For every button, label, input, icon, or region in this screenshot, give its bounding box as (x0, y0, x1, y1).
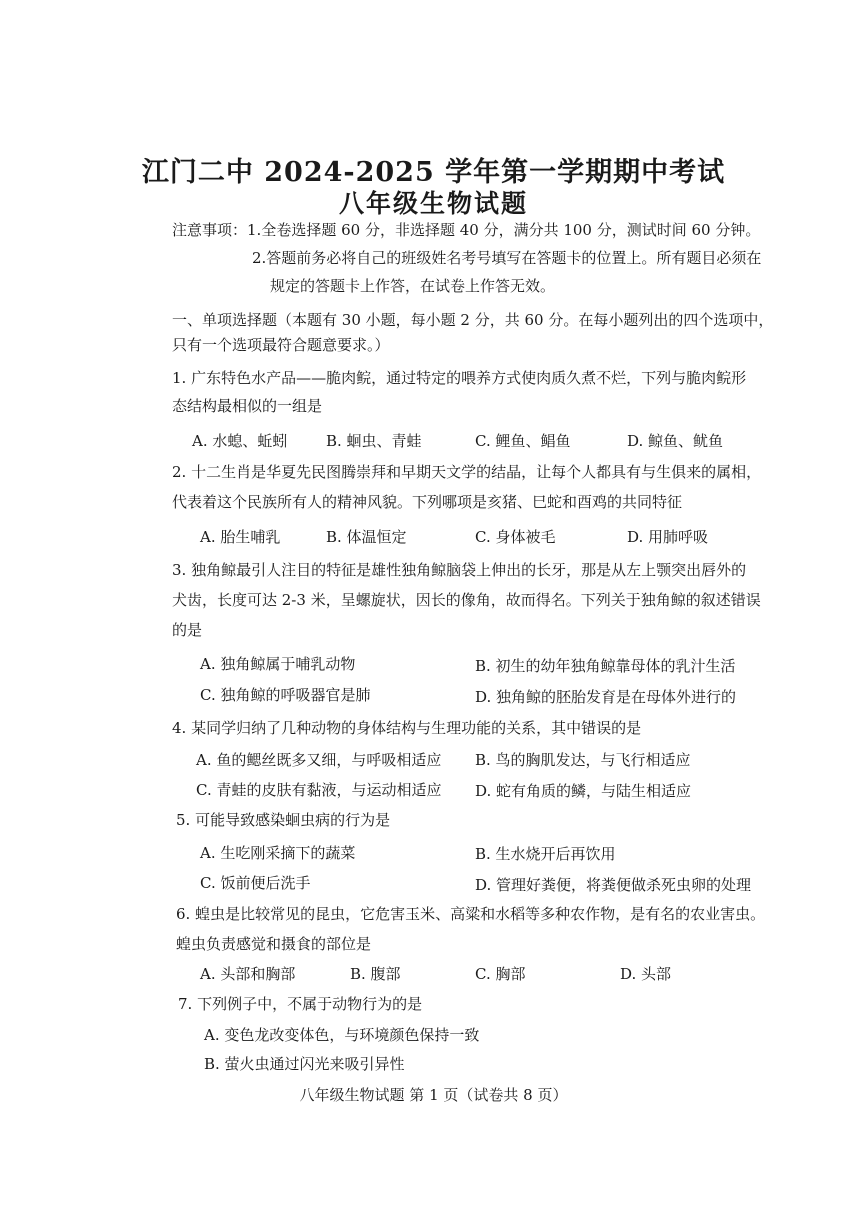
notes-item-1: 注意事项：1.全卷选择题 60 分，非选择题 40 分，满分共 100 分，测试时间 60 分钟。 (172, 221, 761, 239)
exam-subtitle: 八年级生物试题 (338, 189, 528, 218)
section-heading-line-2: 只有一个选项最符合题意要求。） (172, 336, 390, 354)
q2-option-c: C. 身体被毛 (475, 528, 556, 546)
q5-option-a: A. 生吃刚采摘下的蔬菜 (200, 844, 356, 862)
q5-option-d: D. 管理好粪便，将粪便做杀死虫卵的处理 (475, 876, 752, 894)
question-3-line-2: 犬齿，长度可达 2-3 米，呈螺旋状，因长的像角，故而得名。下列关于独角鲸的叙述错误 (172, 591, 761, 609)
q2-option-d: D. 用肺呼吸 (627, 528, 709, 546)
q3-option-c: C. 独角鲸的呼吸器官是肺 (200, 686, 371, 704)
question-3-line-1: 3. 独角鲸最引人注目的特征是雄性独角鲸脑袋上伸出的长牙，那是从左上颚突出唇外的 (172, 561, 747, 579)
q1-option-a: A. 水螅、蚯蚓 (192, 432, 288, 450)
q2-option-b: B. 体温恒定 (326, 528, 407, 546)
question-5-line-1: 5. 可能导致感染蛔虫病的行为是 (176, 811, 391, 829)
question-4-line-1: 4. 某同学归纳了几种动物的身体结构与生理功能的关系，其中错误的是 (172, 719, 642, 737)
question-2-line-2: 代表着这个民族所有人的精神风貌。下列哪项是亥猪、巳蛇和酉鸡的共同特征 (172, 493, 683, 511)
q4-option-a: A. 鱼的鳃丝既多又细，与呼吸相适应 (196, 751, 442, 769)
q6-option-b: B. 腹部 (350, 965, 401, 983)
q4-option-d: D. 蛇有角质的鳞，与陆生相适应 (475, 782, 692, 800)
q3-option-b: B. 初生的幼年独角鲸靠母体的乳汁生活 (475, 657, 736, 675)
q6-option-d: D. 头部 (620, 965, 672, 983)
question-1-line-1: 1. 广东特色水产品——脆肉鲩，通过特定的喂养方式使肉质久煮不烂，下列与脆肉鲩形 (172, 369, 747, 387)
q7-option-b: B. 萤火虫通过闪光来吸引异性 (204, 1055, 405, 1073)
q3-option-a: A. 独角鲸属于哺乳动物 (200, 655, 356, 673)
q1-option-c: C. 鲤鱼、鲳鱼 (475, 432, 571, 450)
section-heading-line-1: 一、单项选择题（本题有 30 小题，每小题 2 分，共 60 分。在每小题列出的四个选项中， (172, 311, 774, 329)
question-3-line-3: 的是 (172, 621, 203, 639)
q1-option-d: D. 鲸鱼、鱿鱼 (627, 432, 724, 450)
question-7-line-1: 7. 下列例子中，不属于动物行为的是 (178, 995, 423, 1013)
notes-item-2-line-2: 规定的答题卡上作答，在试卷上作答无效。 (270, 277, 556, 295)
q5-option-c: C. 饭前便后洗手 (200, 874, 311, 892)
q5-option-b: B. 生水烧开后再饮用 (475, 845, 616, 863)
question-6-line-1: 6. 蝗虫是比较常见的昆虫，它危害玉米、高粱和水稻等多种农作物，是有名的农业害虫。 (176, 905, 766, 923)
q6-option-a: A. 头部和胸部 (200, 965, 296, 983)
q1-option-b: B. 蛔虫、青蛙 (326, 432, 422, 450)
question-1-line-2: 态结构最相似的一组是 (172, 397, 323, 415)
q4-option-b: B. 鸟的胸肌发达，与飞行相适应 (475, 751, 691, 769)
notes-label: 注意事项： (172, 221, 248, 239)
notes-item-2-line-1: 2.答题前务必将自己的班级姓名考号填写在答题卡的位置上。所有题目必须在 (252, 249, 762, 267)
q7-option-a: A. 变色龙改变体色，与环境颜色保持一致 (204, 1026, 480, 1044)
question-2-line-1: 2. 十二生肖是华夏先民图腾崇拜和早期天文学的结晶，让每个人都具有与生俱来的属相， (172, 463, 762, 481)
page-footer: 八年级生物试题 第 1 页（试卷共 8 页） (299, 1086, 568, 1104)
q3-option-d: D. 独角鲸的胚胎发育是在母体外进行的 (475, 688, 737, 706)
q2-option-a: A. 胎生哺乳 (200, 528, 281, 546)
q4-option-c: C. 青蛙的皮肤有黏液，与运动相适应 (196, 781, 442, 799)
q6-option-c: C. 胸部 (475, 965, 526, 983)
exam-title: 江门二中 2024-2025 学年第一学期期中考试 (141, 157, 726, 188)
question-6-line-2: 蝗虫负责感觉和摄食的部位是 (176, 935, 372, 953)
